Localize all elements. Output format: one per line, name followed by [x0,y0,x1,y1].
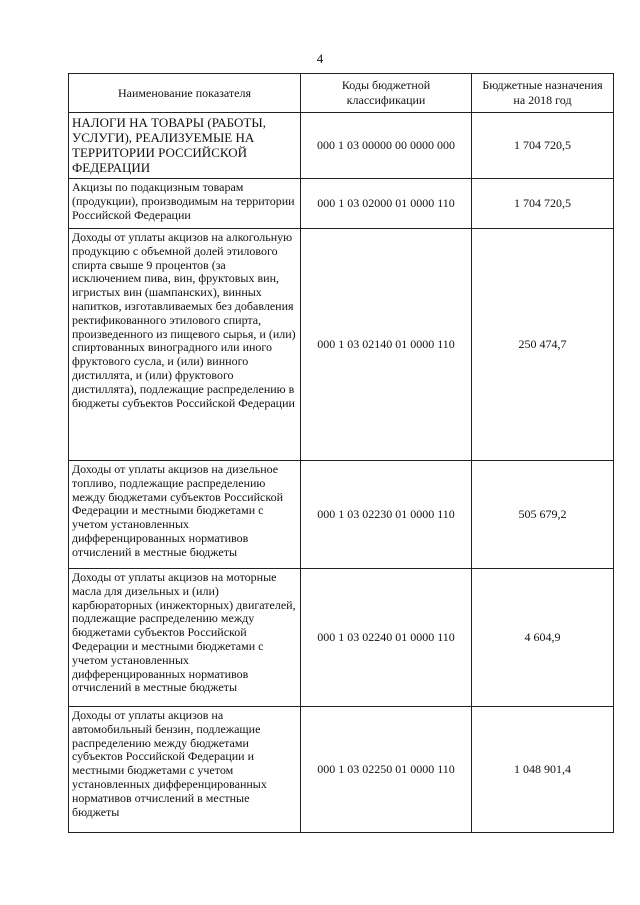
row-name: Акцизы по подакцизным товарам (продукции), производимым на территории Российской Федерации [69,179,301,229]
row-name: Доходы от уплаты акцизов на дизельное топливо, подлежащие распределению между бюджетами субъектов Российской Федерации и местными бюджетами с учетом установленных дифференцированных нормативов отчислений в местные бюджеты [69,461,301,569]
row-code: 000 1 03 02140 01 0000 110 [301,229,472,461]
row-code: 000 1 03 02000 01 0000 110 [301,179,472,229]
row-code: 000 1 03 02240 01 0000 110 [301,569,472,707]
row-code: 000 1 03 00000 00 0000 000 [301,113,472,179]
row-name: Доходы от уплаты акцизов на моторные масла для дизельных и (или) карбюраторных (инжекторных) двигателей, подлежащие распределению между бюджетами субъектов Российской Федерации и местными бюджетами с учетом установленных дифференцированных нормативов отчислений в местные бюджеты [69,569,301,707]
row-amount: 1 048 901,4 [472,707,614,833]
table-row [69,229,614,461]
header-budget-amount: Бюджетные назначения на 2018 год [472,74,614,113]
row-amount: 1 704 720,5 [472,179,614,229]
header-budget-code: Коды бюджетной классификации [301,74,472,113]
budget-table [68,73,614,833]
row-code: 000 1 03 02250 01 0000 110 [301,707,472,833]
row-name: НАЛОГИ НА ТОВАРЫ (РАБОТЫ, УСЛУГИ), РЕАЛИЗУЕМЫЕ НА ТЕРРИТОРИИ РОССИЙСКОЙ ФЕДЕРАЦИИ [69,113,301,179]
page-number: 4 [316,51,324,66]
table-row [69,707,614,833]
table-row [69,461,614,569]
row-name: Доходы от уплаты акцизов на автомобильный бензин, подлежащие распределению между бюджетами субъектов Российской Федерации и местными бюджетами с учетом установленных дифференцированных нормативов отчислений в местные бюджеты [69,707,301,833]
row-amount: 4 604,9 [472,569,614,707]
table-row [69,113,614,179]
row-amount: 505 679,2 [472,461,614,569]
header-indicator-name: Наименование показателя [69,74,301,113]
row-name: Доходы от уплаты акцизов на алкогольную продукцию с объемной долей этилового спирта свыше 9 процентов (за исключением пива, вин, фруктовых вин, игристых вин (шампанских), винных напитков, изготавливаемых без добавления ректификованного этилового спирта, произведенного из пищевого сырья, и (или) спиртованных виноградного или иного фруктового сусла, и (или) винного дистиллята, и (или) фруктового дистиллята), подлежащие распределению в бюджеты субъектов Российской Федерации [69,229,301,461]
table-row [69,179,614,229]
row-code: 000 1 03 02230 01 0000 110 [301,461,472,569]
row-amount: 250 474,7 [472,229,614,461]
row-amount: 1 704 720,5 [472,113,614,179]
table-row [69,569,614,707]
table-header-row [69,74,614,113]
